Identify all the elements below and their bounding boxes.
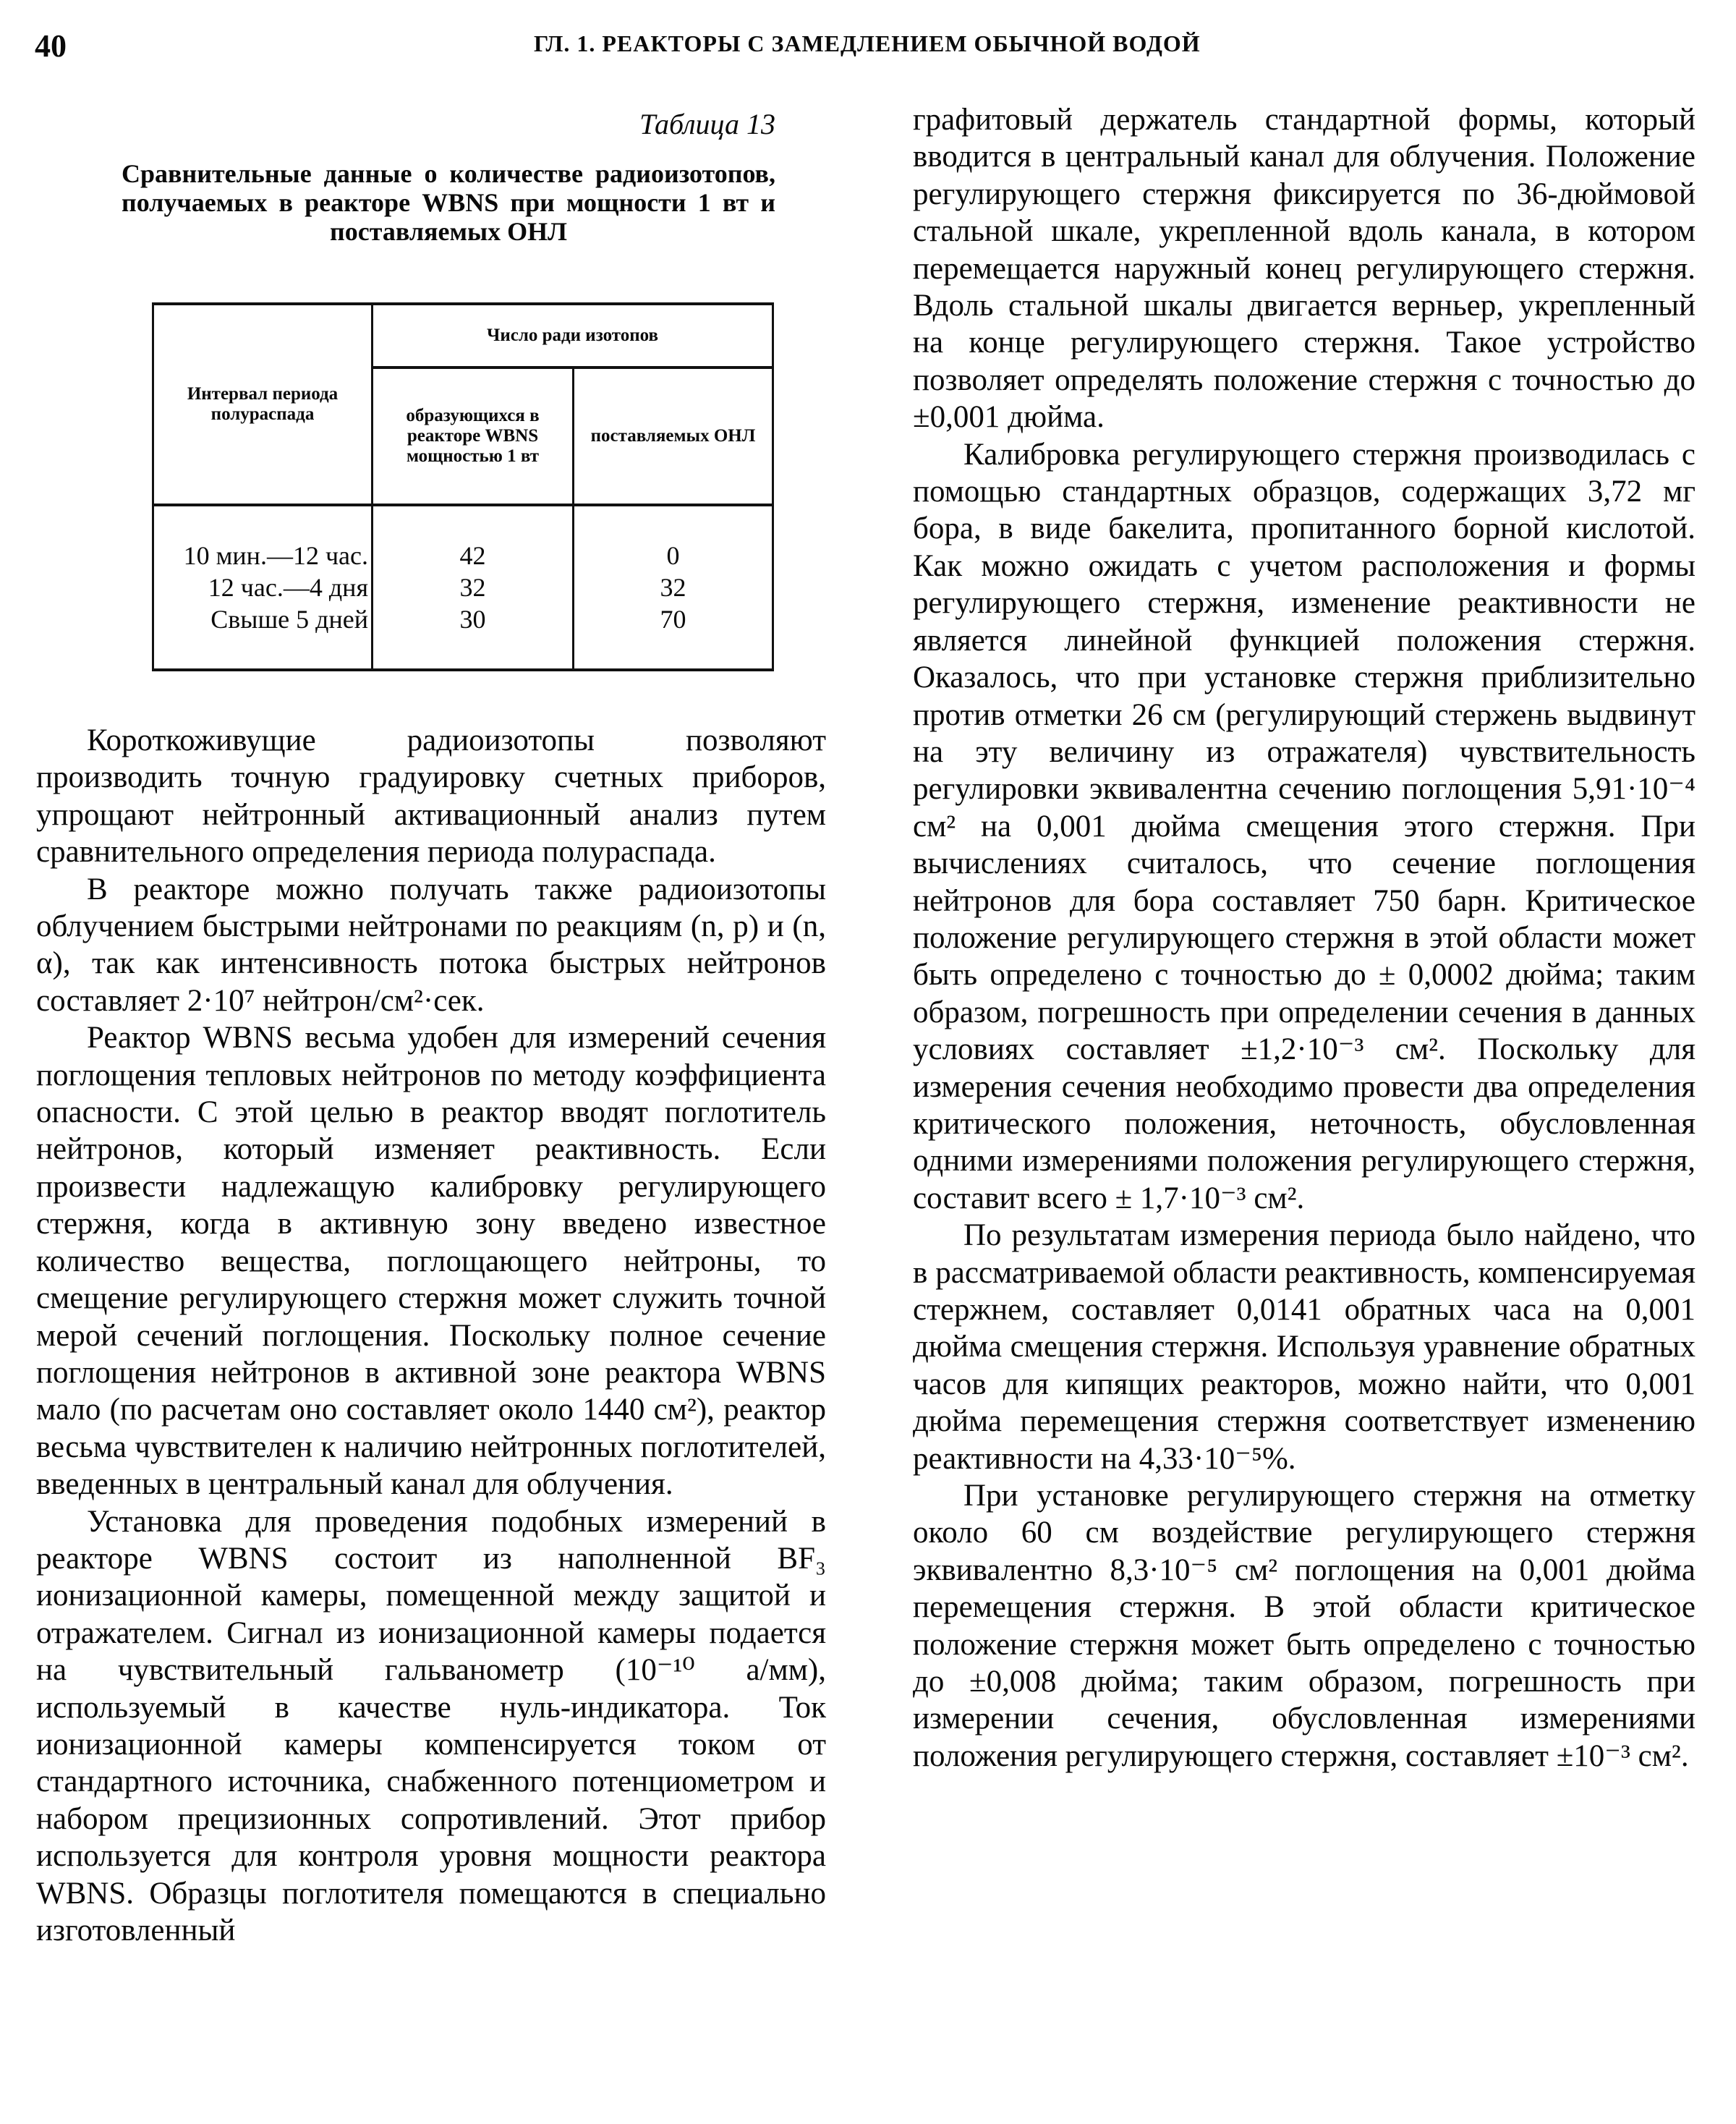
spacer: [36, 671, 826, 722]
paragraph: Калибровка регулирующего стержня производилась с помощью стандартных образцов, содержащих 3,72 мг бора, в виде бакелита, пропитанного борной кислотой. Как можно ожидать с учетом расположения и формы регулирующего стержня, изменение реактивности не является линейной функцией положения стержня. Оказалось, что при установке стержня приблизительно против отметки 26 см (регулирующий стержень выдвинут на эту величину из отражателя) чувствительность регулировки эквивалентна сечению поглощения 5,91·10⁻⁴ см² на 0,001 дюйма смещения этого стержня. При вычислениях считалось, что сечение поглощения нейтронов для бора составляет 750 барн. Критическое положение регулирующего стержня в этой области может быть определено с точностью до ± 0,0002 дюйма; таким образом, погрешность при определении сечения в данных условиях составляет ±1,2·10⁻³ см². Поскольку для измерения сечения необходимо провести два определения критического положения, неточность, обусловленная одними измерениями положения регулирующего стержня, составит всего ± 1,7·10⁻³ см².: [913, 437, 1695, 1215]
table-row: [153, 505, 773, 572]
paragraph: В реакторе можно получать также радиоизотопы облучением быстрыми нейтронами по реакциям (n, p) и (n, α), так как интенсивность потока быстрых нейтронов составляет 2·10⁷ нейтрон/см²·сек.: [36, 872, 826, 1018]
cell-supplied: 70: [574, 603, 773, 670]
paragraph: Установка для проведения подобных измерений в реакторе WBNS состоит из наполненной BF₃ ионизационной камеры, помещенной между защитой и отражателем. Сигнал из ионизационной камеры подается на чувствительный гальванометр (10⁻¹⁰ а/мм), используемый в качестве нуль-индикатора. Ток ионизационной камеры компенсируется током от стандартного источника, снабженного потенциометром и набором прецизионных сопротивлений. Этот прибор используется для контроля уровня мощности реактора WBNS. Образцы поглотителя помещаются в специально изготовленный: [36, 1504, 826, 1947]
left-column: [36, 101, 826, 1949]
header-produced: образующихся в реакторе WBNS мощностью 1 вт: [373, 368, 574, 505]
cell-interval: Свыше 5 дней: [153, 603, 373, 670]
paragraph: Реактор WBNS весьма удобен для измерений сечения поглощения тепловых нейтронов по методу коэффициента опасности. С этой целью в реактор вводят поглотитель нейтронов, который изменяет реактивность. Если произвести надлежащую калибровку регулирующего стержня, когда в активную зону введено известное количество вещества, поглощающего нейтроны, то смещение регулирующего стержня может служить точной мерой сечений поглощения. Поскольку полное сечение поглощения нейтронов в активной зоне реактора WBNS мало (по расчетам оно составляет около 1440 см²), реактор весьма чувствителен к наличию нейтронных поглотителей, введенных в центральный канал для облучения.: [36, 1021, 826, 1502]
cell-produced: 42: [373, 505, 574, 572]
cell-interval: 12 час.—4 дня: [153, 572, 373, 603]
page-number: 40: [35, 28, 67, 64]
cell-supplied: 32: [574, 572, 773, 603]
header-supplied: поставляемых ОНЛ: [574, 368, 773, 505]
table-caption: Сравнительные данные о количестве радиоизотопов, получаемых в реакторе WBNS при мощности 1 вт и поставляемых ОНЛ: [122, 159, 775, 246]
table-13: [36, 106, 826, 722]
cell-produced: 30: [373, 603, 574, 670]
running-head: [35, 27, 1701, 71]
cell-supplied: 0: [574, 505, 773, 572]
cell-interval: 10 мин.—12 час.: [153, 505, 373, 572]
paragraph: графитовый держатель стандартной формы, который вводится в центральный канал для облучения. Положение регулирующего стержня фиксируется по 36-дюймовой стальной шкале, укрепленной вдоль канала, в котором перемещается наружный конец регулирующего стержня. Вдоль стальной шкалы двигается верньер, укрепленный на конце регулирующего стержня. Такое устройство позволяет определять положение стержня с точностью до ±0,001 дюйма.: [913, 103, 1695, 435]
chapter-title: ГЛ. 1. РЕАКТОРЫ С ЗАМЕДЛЕНИЕМ ОБЫЧНОЙ ВОДОЙ: [534, 30, 1201, 56]
table-row: [153, 572, 773, 603]
header-half-life-interval: Интервал периода полураспада: [153, 304, 373, 505]
right-column: [913, 101, 1695, 1775]
paragraph: По результатам измерения периода было найдено, что в рассматриваемой области реактивность, компенсируемая стержнем, составляет 0,0141 обратных часа на 0,001 дюйма смещения стержня. Используя уравнение обратных часов для кипящих реакторов, можно найти, что 0,001 дюйма перемещения стержня соответствует изменению реактивности на 4,33·10⁻⁵%.: [913, 1218, 1695, 1476]
cell-produced: 32: [373, 572, 574, 603]
radioisotope-table: [152, 302, 774, 671]
paragraph: При установке регулирующего стержня на отметку около 60 см воздействие регулирующего стержня эквивалентно 8,3·10⁻⁵ см² поглощения на 0,001 дюйма перемещения стержня. В этой области критическое положение стержня может быть определено с точностью до ±0,008 дюйма; таким образом, погрешность при измерении сечения, обусловленная измерениями положения регулирующего стержня, составляет ±10⁻³ см².: [913, 1479, 1695, 1773]
table-row: [153, 603, 773, 670]
table-label: Таблица 13: [639, 108, 775, 140]
paragraph: Короткоживущие радиоизотопы позволяют производить точную градуировку счетных приборов, упрощают нейтронный активационный анализ путем сравнительного определения периода полураспада.: [36, 723, 826, 870]
header-isotope-count: Число ради изотопов: [373, 304, 773, 368]
